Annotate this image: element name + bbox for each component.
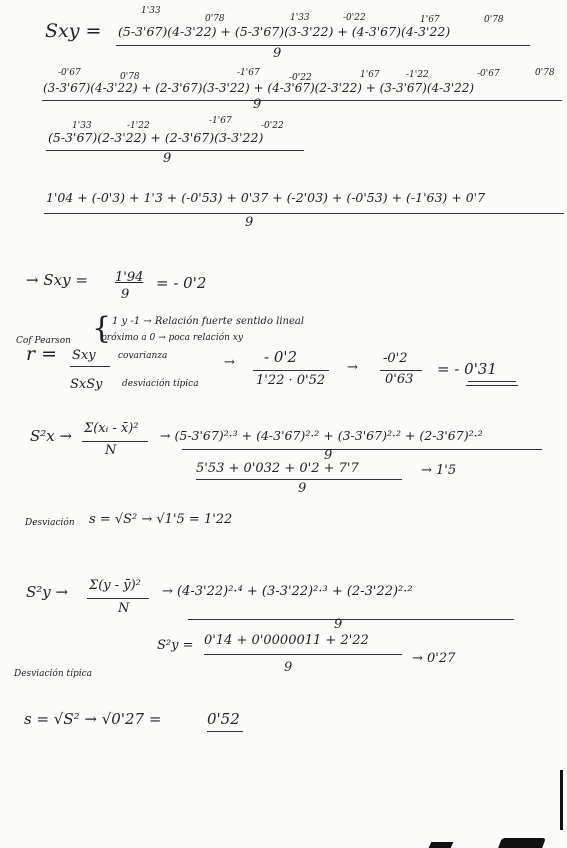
annotation: -1'67 — [237, 68, 260, 78]
annotation: 1'33 — [290, 13, 310, 23]
fraction-bar — [44, 213, 564, 214]
r-frac-num: Sxy — [72, 348, 96, 363]
r-frac-den-note: desviación típica — [122, 379, 199, 389]
annotation: -0'22 — [289, 73, 312, 83]
scan-smudge — [429, 842, 454, 848]
sy2-expression: → (4-3'22)²·⁴ + (3-3'22)²·³ + (2-3'22)²·² — [162, 584, 413, 599]
underline — [468, 381, 516, 382]
term3-numerator: (5-3'67)(2-3'22) + (2-3'67)(3-3'22) — [48, 130, 264, 145]
pearson-note-weak: próximo a 0 → poca relación xy — [101, 333, 243, 343]
sxy-result-label: → Sxy = — [26, 271, 88, 289]
fraction-bar — [87, 598, 149, 599]
underline — [466, 385, 518, 386]
annotation: 1'67 — [420, 15, 440, 25]
annotation: 0'78 — [120, 72, 140, 82]
fraction-bar — [188, 619, 514, 620]
sy2-substituted-den: 9 — [284, 660, 293, 675]
sxy-sum-numerator: 1'04 + (-0'3) + 1'3 + (-0'53) + 0'37 + (-2'03) + (-0'53) + (-1'63) + 0'7 — [46, 190, 486, 205]
sy2-label: S²y → — [26, 583, 69, 601]
sxy-denominator: 9 — [273, 46, 282, 61]
r-label: r = — [26, 343, 58, 365]
r-frac-den: SxSy — [70, 377, 103, 392]
annotation: -0'67 — [477, 69, 500, 79]
annotation: 1'67 — [360, 70, 380, 80]
scan-edge — [560, 770, 563, 830]
term3-denominator: 9 — [163, 151, 172, 166]
desviacion-x-expression: s = √S² → √1'5 = 1'22 — [89, 512, 233, 527]
r-step1-num: - 0'2 — [264, 348, 298, 366]
sxy-result-value: = - 0'2 — [156, 274, 207, 292]
sy2-formula-num: Σ(y - ȳ)² — [89, 578, 141, 593]
scan-smudge — [498, 838, 546, 848]
r-frac-num-note: covarianza — [118, 351, 168, 361]
sx2-expression: → (5-3'67)²·³ + (4-3'67)²·² + (3-3'67)²·² + (2-3'67)²·² — [160, 428, 483, 443]
fraction-bar — [116, 45, 530, 46]
brace: { — [92, 311, 112, 346]
fraction-bar — [253, 370, 329, 371]
sx2-den-top: 9 — [324, 448, 333, 463]
fraction-bar — [42, 100, 562, 101]
r-result: = - 0'31 — [437, 360, 497, 378]
sy2-result: → 0'27 — [412, 651, 456, 666]
pearson-note-strong: 1 y -1 → Relación fuerte sentido lineal — [112, 316, 305, 327]
sxy-result-denominator: 9 — [121, 287, 130, 302]
fraction-bar — [70, 366, 110, 367]
pearson-label: Cof Pearson — [16, 336, 71, 346]
sy2-substituted: 0'14 + 0'0000011 + 2'22 — [204, 633, 369, 648]
sx2-formula-den: N — [105, 443, 117, 458]
term2-numerator: (3-3'67)(4-3'22) + (2-3'67)(3-3'22) + (4-3'67)(2-3'22) + (3-3'67)(4-3'22) — [43, 81, 475, 95]
underline — [207, 731, 243, 732]
sxy-sum-denominator: 9 — [245, 215, 254, 230]
annotation: -1'22 — [406, 70, 429, 80]
sx2-formula-num: Σ(xᵢ - x̄)² — [84, 421, 139, 436]
r-step2-den: 0'63 — [385, 372, 414, 387]
sx2-substituted-den: 9 — [298, 481, 307, 496]
annotation: -0'67 — [58, 68, 81, 78]
sx2-result: → 1'5 — [421, 463, 457, 478]
annotation: -1'67 — [209, 116, 232, 126]
sy2-formula-den: N — [118, 601, 130, 616]
arrow: → — [347, 360, 358, 375]
fraction-bar — [204, 654, 402, 655]
annotation: 0'78 — [205, 14, 225, 24]
annotation-1-33: 1'33 — [141, 6, 161, 16]
fraction-bar — [182, 449, 542, 450]
fraction-bar — [82, 441, 148, 442]
desviacion-y-expression: s = √S² → √0'27 = — [24, 710, 162, 728]
annotation: 1'33 — [72, 121, 92, 131]
sy2-expression-den: 9 — [334, 617, 343, 632]
arrow: → — [224, 355, 235, 370]
fraction-bar — [46, 150, 304, 151]
desviacion-label: Desviación — [25, 518, 75, 528]
desviacion-tipica-label: Desviación típica — [14, 669, 93, 679]
sxy-result-numerator: 1'94 — [115, 270, 144, 285]
annotation: -1'22 — [127, 121, 150, 131]
annotation: 0'78 — [484, 15, 504, 25]
desviacion-y-result: 0'52 — [207, 710, 240, 728]
sxy-label: Sxy = — [45, 20, 102, 42]
r-step1-den: 1'22 · 0'52 — [256, 373, 326, 388]
term2-denominator: 9 — [253, 97, 262, 112]
fraction-bar — [196, 479, 402, 480]
sy2-sub-label: S²y = — [157, 638, 194, 653]
fraction-bar — [380, 370, 422, 371]
sx2-substituted: 5'53 + 0'032 + 0'2 + 7'7 — [196, 461, 359, 476]
r-step2-num: -0'2 — [383, 351, 408, 366]
sxy-numerator: (5-3'67)(4-3'22) + (5-3'67)(3-3'22) + (4-3'67)(4-3'22) — [118, 24, 451, 39]
sx2-label: S²x → — [30, 427, 73, 445]
annotation: 0'78 — [535, 68, 555, 78]
annotation: -0'22 — [261, 121, 284, 131]
annotation: -0'22 — [343, 13, 366, 23]
